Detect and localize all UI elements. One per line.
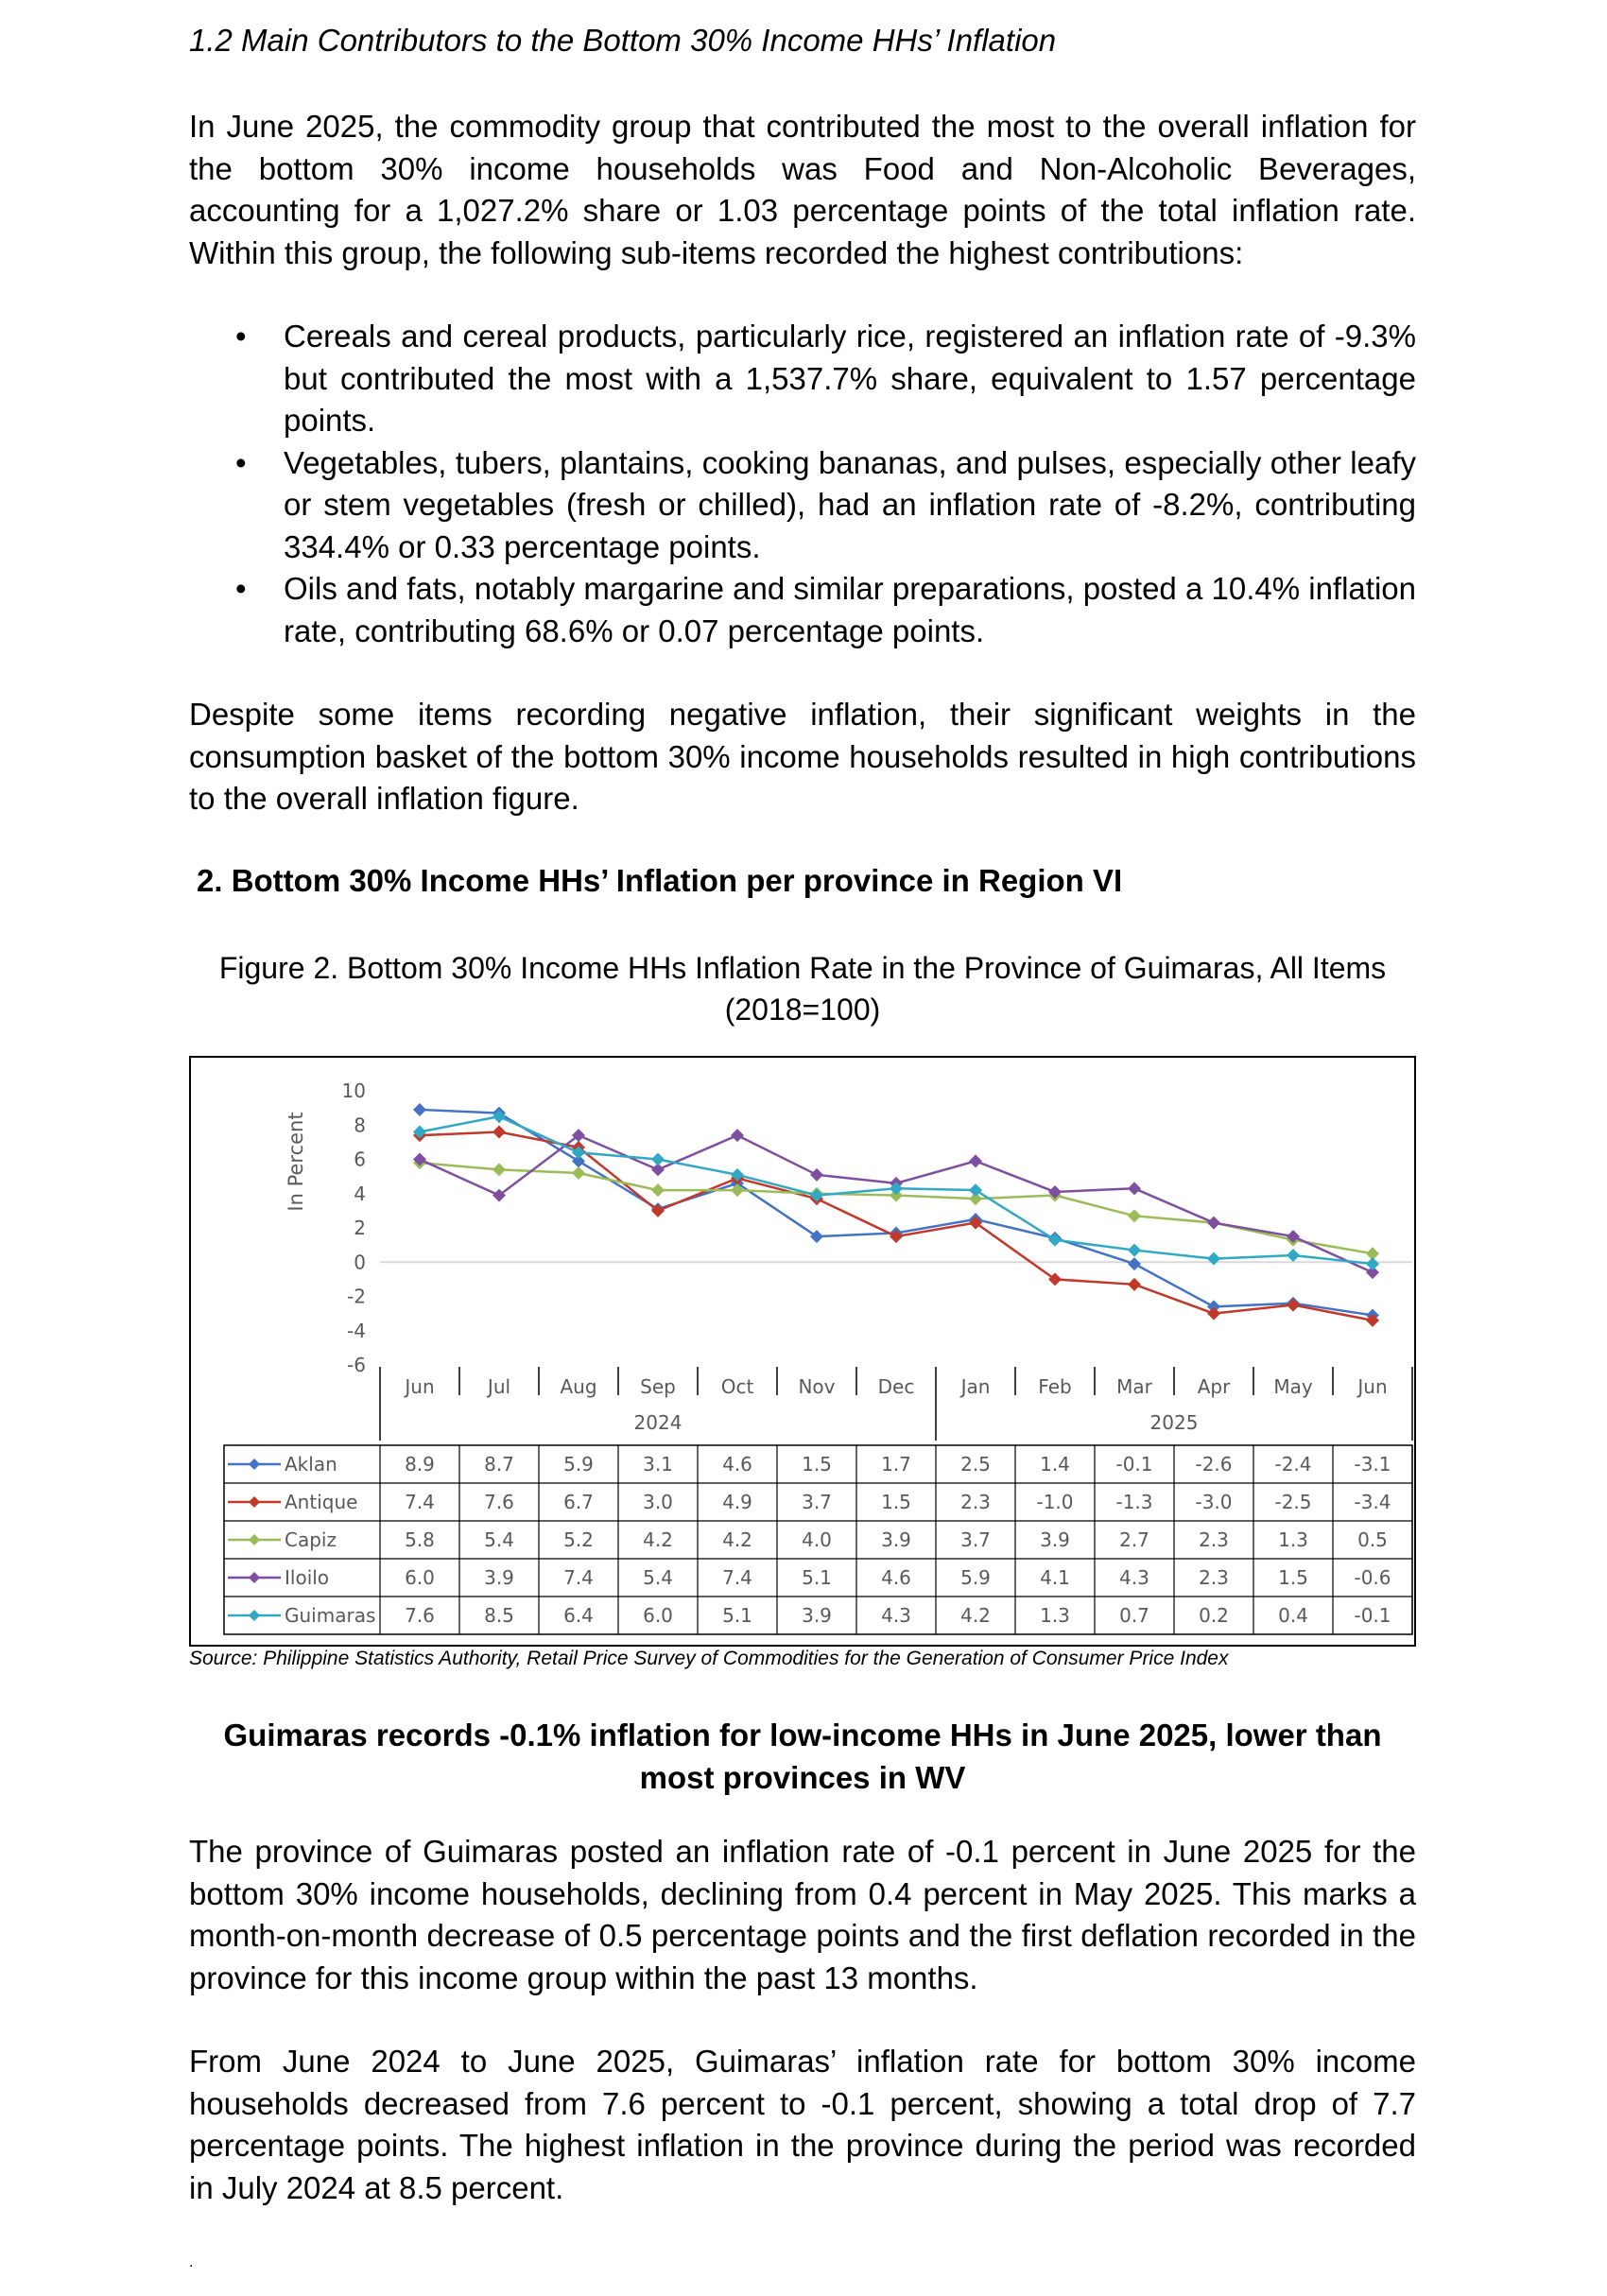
data-point (1128, 1244, 1141, 1257)
y-tick-label: 10 (341, 1079, 366, 1102)
data-table-cell: 8.5 (484, 1604, 514, 1627)
bullet-text: Cereals and cereal products, particularly rice, registered an inflation rate of -9.3% but contributed the most with a 1,537.7% share, equivalent to 1.57 percentage points. (284, 319, 1416, 438)
data-point (1128, 1257, 1141, 1270)
data-point (731, 1129, 744, 1142)
legend-key-marker (249, 1572, 260, 1583)
figure-caption: Figure 2. Bottom 30% Income HHs Inflation Rate in the Province of Guimaras, All Items (2018=100) (218, 951, 1387, 1027)
data-table-cell: 5.1 (802, 1566, 832, 1589)
data-table-cell: -2.6 (1195, 1453, 1233, 1476)
contribution-bullet-list (189, 316, 1416, 652)
data-table-cell: 3.9 (802, 1604, 832, 1627)
data-table-cell: 0.2 (1199, 1604, 1229, 1627)
data-table-cell: 4.0 (802, 1528, 832, 1551)
data-table-cell: 2.3 (960, 1491, 991, 1513)
y-tick-label: 6 (354, 1148, 366, 1171)
data-table-cell: 7.6 (405, 1604, 435, 1627)
source-note: Source: Philippine Statistics Authority, Retail Price Survey of Commodities for the Generation of Consumer Price Index (189, 1648, 1229, 1669)
legend-key-marker (249, 1459, 260, 1470)
data-table-cell: 6.0 (643, 1604, 673, 1627)
y-tick-label: 0 (354, 1251, 366, 1274)
data-table-cell: 5.1 (722, 1604, 752, 1627)
data-point (1128, 1182, 1141, 1195)
data-table-cell: -2.5 (1274, 1491, 1312, 1513)
data-table-cell: 3.9 (484, 1566, 514, 1589)
section-heading: 1.2 Main Contributors to the Bottom 30% Income HHs’ Inflation (189, 23, 1057, 58)
data-table-cell: 7.4 (405, 1491, 435, 1513)
data-table-cell: 4.2 (722, 1528, 752, 1551)
intro-paragraph: In June 2025, the commodity group that contributed the most to the overall inflation for the bottom 30% income households was Food and Non-Alcoholic Beverages, accounting for a 1,027.2% share or 1.03 percentage points of the total inflation rate. Within this group, the following sub-items recorded the highest contributions: (189, 109, 1416, 270)
data-point (1207, 1252, 1220, 1266)
data-point (413, 1103, 426, 1116)
legend-key-marker (249, 1610, 260, 1621)
bullet-text: Oils and fats, notably margarine and similar preparations, posted a 10.4% inflation rate, contributing 68.6% or 0.07 percentage points. (284, 571, 1416, 648)
data-point (810, 1168, 823, 1182)
list-item (189, 568, 1416, 652)
data-point (572, 1166, 585, 1180)
data-table-cell: 3.9 (881, 1528, 911, 1551)
data-table-cell: -3.0 (1195, 1491, 1233, 1513)
highlight-title: Guimaras records -0.1% inflation for low-income HHs in June 2025, lower than most provinces in WV (223, 1718, 1382, 1795)
data-table-cell: 1.5 (802, 1453, 832, 1476)
data-table-cell: -2.4 (1274, 1453, 1312, 1476)
data-table-cell: 2.7 (1119, 1528, 1149, 1551)
y-tick-label: -6 (347, 1354, 366, 1376)
x-tick-label: Apr (1197, 1375, 1231, 1398)
line-chart-with-data-table (191, 1058, 1414, 1645)
x-tick-label: Jun (1357, 1375, 1388, 1398)
x-tick-label: Nov (798, 1375, 836, 1398)
y-axis-label: In Percent (285, 1112, 307, 1212)
data-table-cell: 6.4 (563, 1604, 594, 1627)
data-point (1128, 1209, 1141, 1222)
footer-mark: . (189, 2254, 194, 2270)
legend-series-name: Iloilo (285, 1566, 330, 1589)
section-2-title: 2. Bottom 30% Income HHs’ Inflation per province in Region VI (197, 863, 1123, 898)
data-table-cell: 4.3 (881, 1604, 911, 1627)
y-tick-label: 4 (354, 1182, 366, 1205)
data-table-cell: 4.1 (1040, 1566, 1070, 1589)
x-tick-label: Jun (405, 1375, 435, 1398)
data-point (1128, 1278, 1141, 1291)
legend-series-name: Antique (285, 1491, 358, 1513)
x-tick-label: Jan (960, 1375, 991, 1398)
series-line-aklan (420, 1110, 1373, 1316)
data-table-cell: 3.9 (1040, 1528, 1070, 1551)
x-tick-label: Aug (560, 1375, 597, 1398)
data-table-cell: 8.7 (484, 1453, 514, 1476)
x-tick-label: Mar (1116, 1375, 1152, 1398)
data-table-cell: 5.4 (484, 1528, 514, 1551)
data-table-cell: 1.3 (1278, 1528, 1308, 1551)
data-table-cell: 1.3 (1040, 1604, 1070, 1627)
data-table-cell: 2.3 (1199, 1528, 1229, 1551)
x-tick-label: Jul (487, 1375, 511, 1398)
data-point (1207, 1217, 1220, 1230)
data-point (969, 1183, 982, 1197)
data-table-cell: 6.7 (563, 1491, 594, 1513)
data-table-cell: 4.6 (881, 1566, 911, 1589)
data-table-cell: 0.4 (1278, 1604, 1308, 1627)
data-table-cell: -0.1 (1354, 1604, 1391, 1627)
legend-series-name: Capiz (285, 1528, 337, 1551)
data-table-cell: 2.3 (1199, 1566, 1229, 1589)
data-table-cell: -3.4 (1354, 1491, 1391, 1513)
legend-series-name: Guimaras (285, 1604, 376, 1627)
despite-paragraph: Despite some items recording negative inflation, their significant weights in the consumption basket of the bottom 30% income households resulted in high contributions to the overall inflation figure. (189, 697, 1416, 816)
data-table-cell: 0.5 (1357, 1528, 1388, 1551)
year-group-label: 2024 (633, 1411, 683, 1434)
legend-key-marker (249, 1534, 260, 1545)
data-point (969, 1154, 982, 1167)
x-tick-label: Sep (640, 1375, 676, 1398)
data-table-cell: 4.2 (960, 1604, 991, 1627)
data-table-cell: 4.3 (1119, 1566, 1149, 1589)
data-table-cell: 7.6 (484, 1491, 514, 1513)
chart-frame (189, 1056, 1416, 1647)
data-table-cell: 3.1 (643, 1453, 673, 1476)
data-table-cell: 6.0 (405, 1566, 435, 1589)
x-tick-label: May (1273, 1375, 1313, 1398)
data-point (810, 1230, 823, 1243)
data-table-cell: 2.5 (960, 1453, 991, 1476)
legend-key-marker (249, 1496, 260, 1508)
data-table-cell: -3.1 (1354, 1453, 1391, 1476)
bullet-text: Vegetables, tubers, plantains, cooking bananas, and pulses, especially other leafy or stem vegetables (fresh or chilled), had an inflation rate of -8.2%, contributing 334.4% or 0.33 percentage points. (284, 444, 1416, 564)
data-point (1048, 1234, 1062, 1247)
bullet-icon: • (235, 571, 247, 606)
data-table-cell: 4.6 (722, 1453, 752, 1476)
y-tick-label: 8 (354, 1113, 366, 1137)
list-item (189, 316, 1416, 442)
list-item (189, 442, 1416, 569)
x-tick-label: Oct (720, 1375, 754, 1398)
data-table-cell: -1.3 (1115, 1491, 1153, 1513)
x-tick-label: Feb (1038, 1375, 1072, 1398)
y-tick-label: 2 (354, 1217, 366, 1239)
data-table-cell: 0.7 (1119, 1604, 1149, 1627)
june-paragraph: The province of Guimaras posted an inflation rate of -0.1 percent in June 2025 for the bottom 30% income households, declining from 0.4 percent in May 2025. This marks a month-on-month decrease of 0.5 percentage points and the first deflation recorded in the province for this income group within the past 13 months. (189, 1834, 1416, 1995)
data-point (1287, 1249, 1300, 1262)
series-line-iloilo (420, 1135, 1373, 1272)
data-table-cell: 4.2 (643, 1528, 673, 1551)
data-table-cell: 1.5 (881, 1491, 911, 1513)
x-tick-label: Dec (877, 1375, 915, 1398)
data-table-cell: 4.9 (722, 1491, 752, 1513)
bullet-icon: • (235, 319, 247, 354)
data-table-cell: 7.4 (722, 1566, 752, 1589)
data-table-cell: 1.4 (1040, 1453, 1070, 1476)
bullet-icon: • (235, 444, 247, 480)
data-point (492, 1126, 506, 1139)
data-point (651, 1183, 665, 1197)
data-table-cell: 1.5 (1278, 1566, 1308, 1589)
data-point (651, 1153, 665, 1166)
data-table-cell: 1.7 (881, 1453, 911, 1476)
data-table-cell: 3.0 (643, 1491, 673, 1513)
data-table-cell: 7.4 (563, 1566, 594, 1589)
legend-series-name: Aklan (285, 1453, 337, 1476)
data-table-cell: 8.9 (405, 1453, 435, 1476)
y-tick-label: -4 (347, 1319, 366, 1342)
data-table-cell: 5.4 (643, 1566, 673, 1589)
year-group-label: 2025 (1149, 1411, 1199, 1434)
data-point (1207, 1307, 1220, 1321)
y-tick-label: -2 (347, 1285, 366, 1308)
data-table-cell: -0.1 (1115, 1453, 1153, 1476)
data-point (492, 1163, 506, 1176)
data-table-cell: 3.7 (960, 1528, 991, 1551)
data-table-cell: -1.0 (1036, 1491, 1074, 1513)
data-table-cell: 5.9 (960, 1566, 991, 1589)
data-table-cell: 5.2 (563, 1528, 594, 1551)
data-table-cell: 5.8 (405, 1528, 435, 1551)
data-point (1287, 1299, 1300, 1312)
data-table-cell: 3.7 (802, 1491, 832, 1513)
data-point (1366, 1257, 1379, 1270)
data-table-cell: -0.6 (1354, 1566, 1391, 1589)
data-table-cell: 5.9 (563, 1453, 594, 1476)
trend-paragraph: From June 2024 to June 2025, Guimaras’ inflation rate for bottom 30% income households decreased from 7.6 percent to -0.1 percent, showing a total drop of 7.7 percentage points. The highest inflation in the province during the period was recorded in July 2024 at 8.5 percent. (189, 2044, 1416, 2205)
